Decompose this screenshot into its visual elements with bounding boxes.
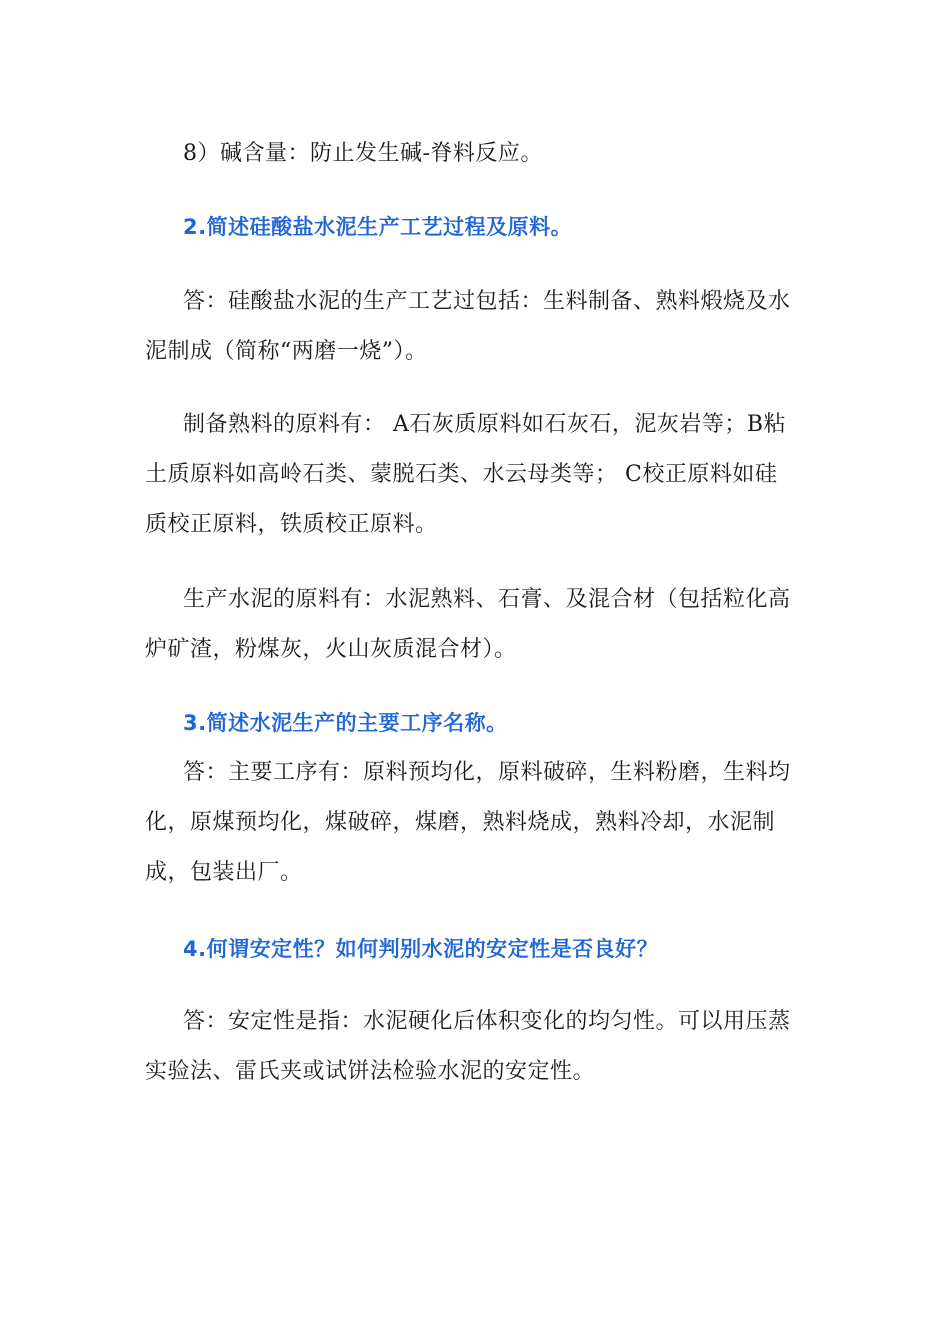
question-3-heading: 3.简述水泥生产的主要工序名称。: [183, 711, 508, 735]
q3-answer-line-3: 成，包装出厂。: [145, 860, 303, 885]
q2-raw-material-line-2: 土质原料如高岭石类、蒙脱石类、水云母类等； C校正原料如硅: [145, 462, 778, 487]
q4-answer-line-2: 实验法、雷氏夹或试饼法检验水泥的安定性。: [145, 1059, 596, 1084]
question-2-heading: 2.简述硅酸盐水泥生产工艺过程及原料。: [183, 215, 573, 239]
paragraph-item-8: 8）碱含量：防止发生碱-脊料反应。: [183, 141, 543, 166]
q2-cement-material-line-1: 生产水泥的原料有：水泥熟料、石膏、及混合材（包括粒化高: [183, 587, 791, 612]
q2-raw-material-line-3: 质校正原料，铁质校正原料。: [145, 512, 438, 537]
q2-answer-line-1: 答：硅酸盐水泥的生产工艺过包括：生料制备、熟料煅烧及水: [183, 289, 791, 314]
q2-cement-material-line-2: 炉矿渣，粉煤灰，火山灰质混合材）。: [145, 637, 517, 662]
q3-answer-line-1: 答：主要工序有：原料预均化，原料破碎，生料粉磨，生料均: [183, 760, 791, 785]
q2-raw-material-line-1: 制备熟料的原料有： A石灰质原料如石灰石，泥灰岩等；B粘: [183, 412, 787, 437]
q3-answer-line-2: 化，原煤预均化，煤破碎，煤磨，熟料烧成，熟料冷却，水泥制: [145, 810, 776, 835]
question-4-heading: 4.何谓安定性？如何判别水泥的安定性是否良好？: [183, 937, 659, 961]
q2-answer-line-2: 泥制成（简称“两磨一烧”）。: [145, 339, 428, 364]
q4-answer-line-1: 答：安定性是指：水泥硬化后体积变化的均匀性。可以用压蒸: [183, 1009, 791, 1034]
